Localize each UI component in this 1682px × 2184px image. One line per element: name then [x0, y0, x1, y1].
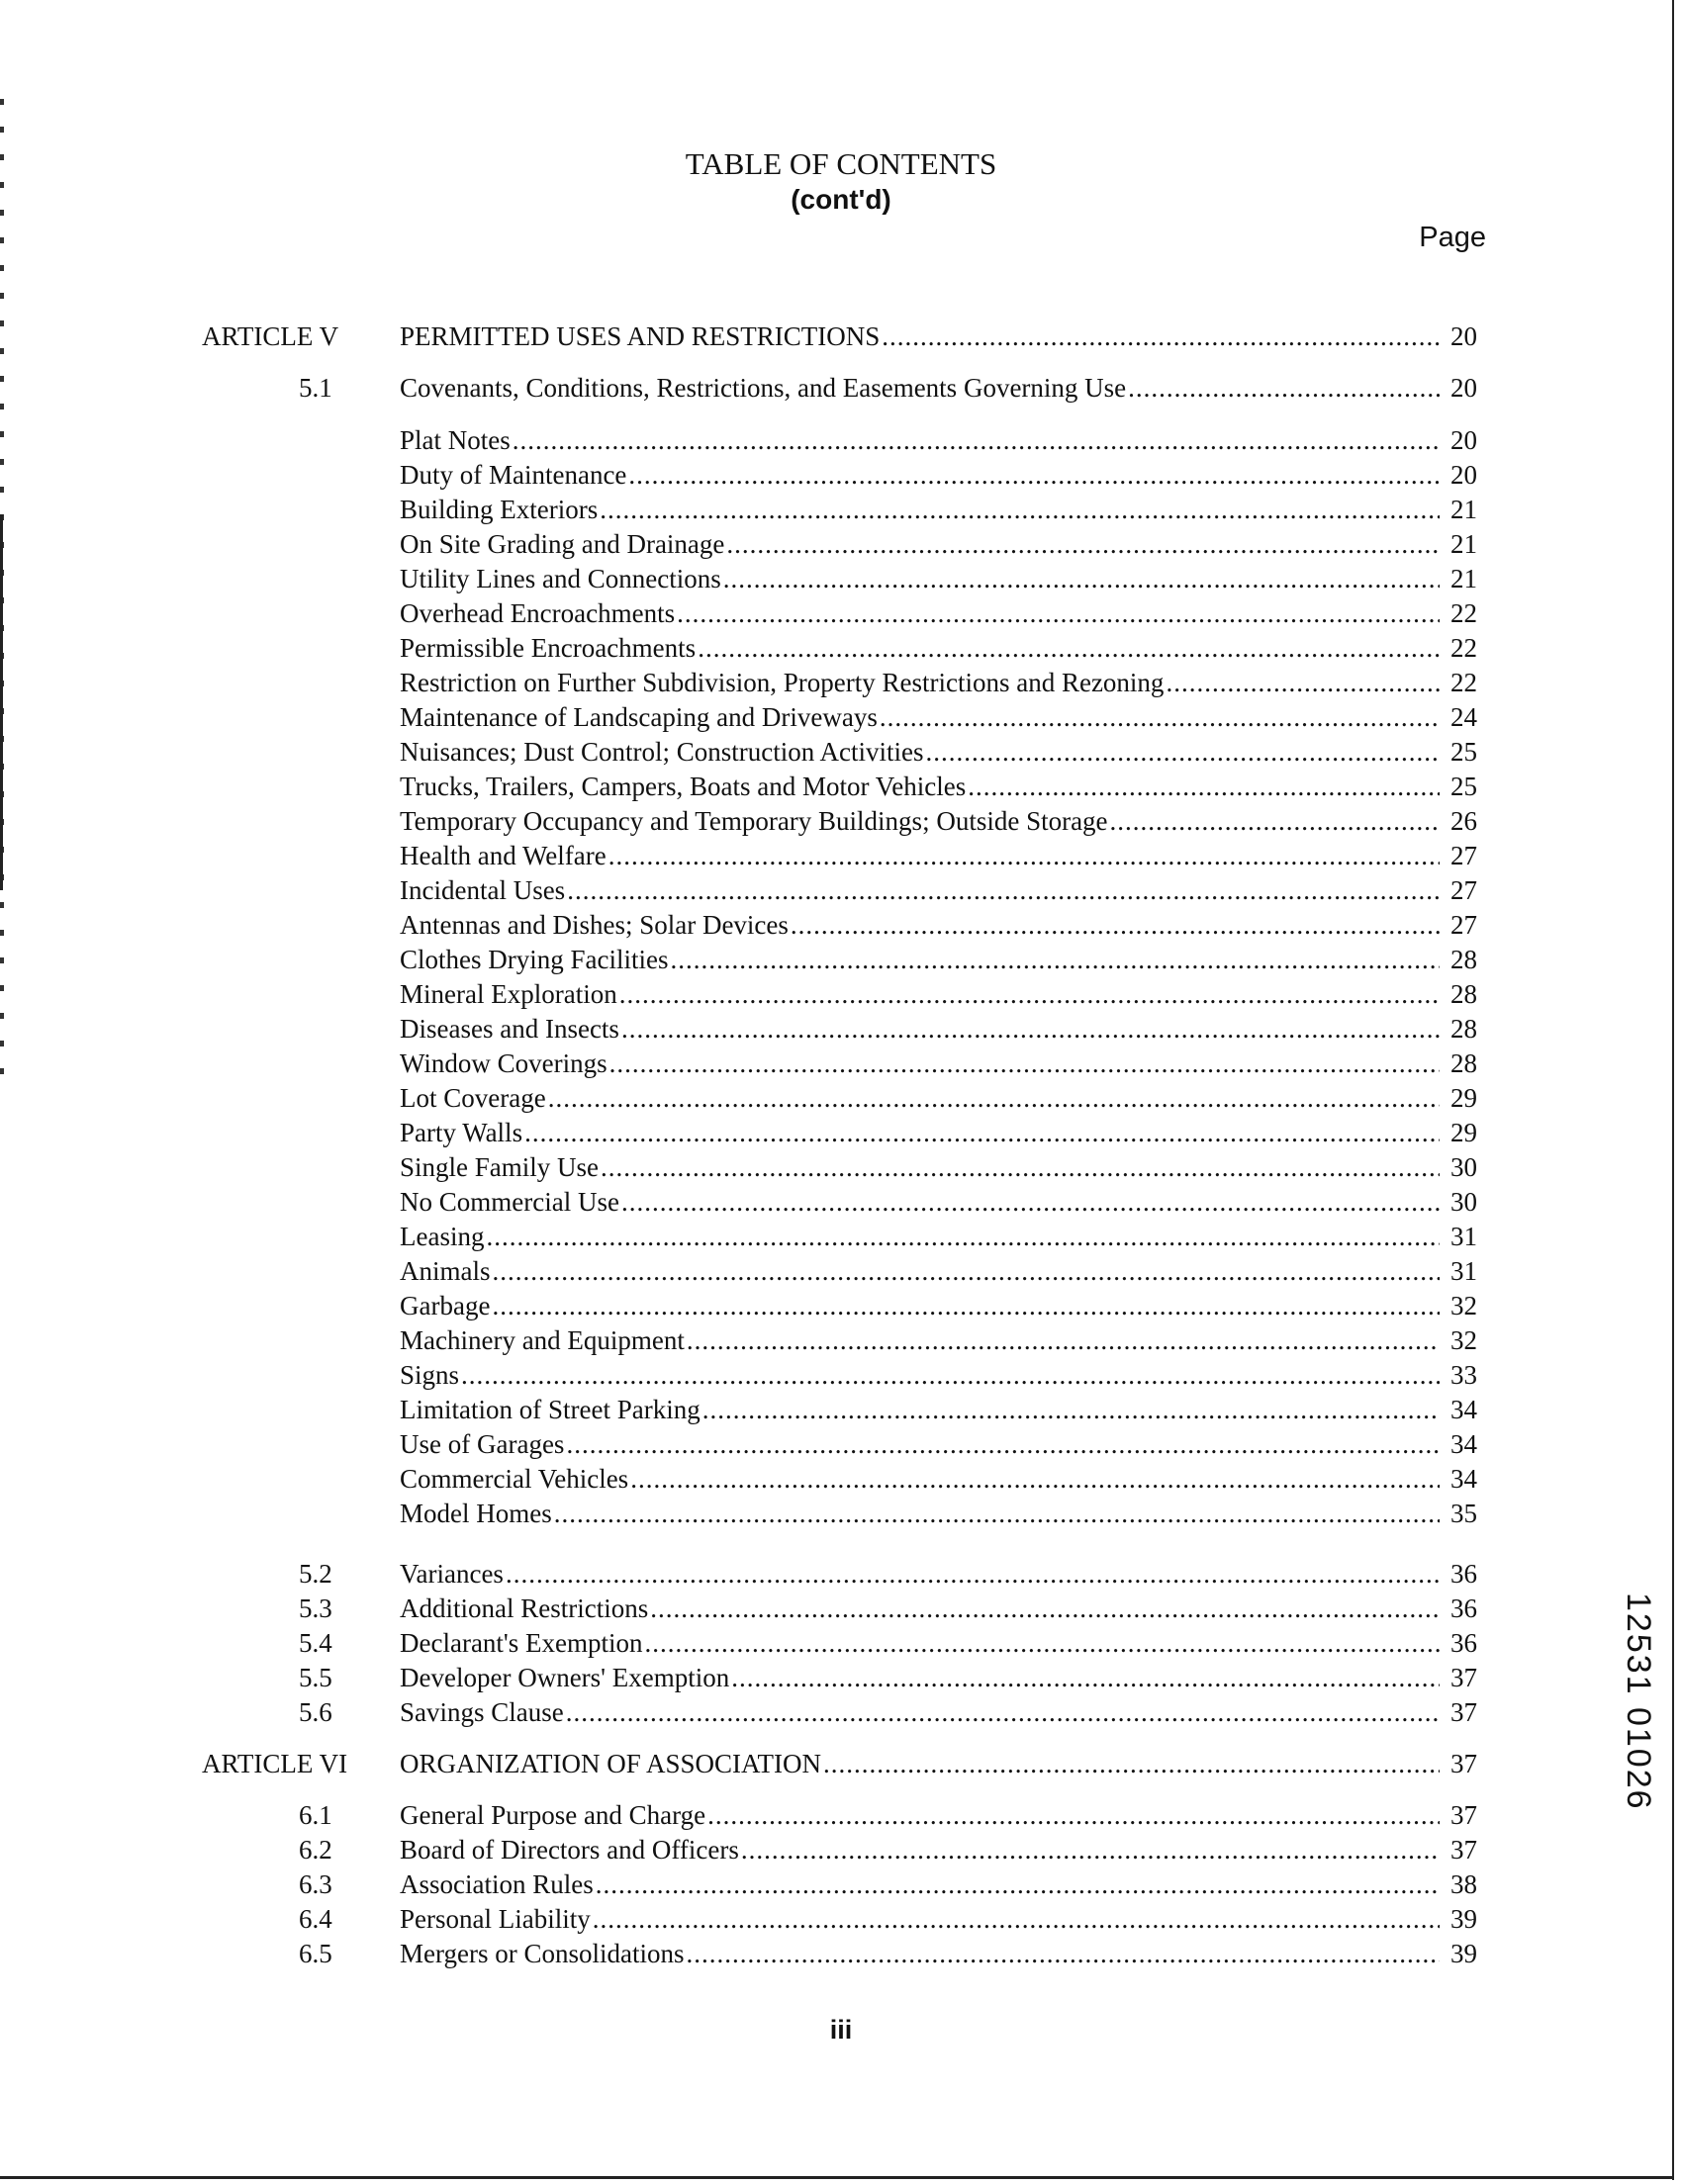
toc-label: Covenants, Conditions, Restrictions, and Easements Governing Use: [400, 373, 1127, 403]
toc-page-number: 39: [1450, 1904, 1477, 1934]
toc-page-number: 20: [1450, 373, 1477, 403]
dot-leader: [513, 422, 1440, 458]
toc-page-number: 36: [1450, 1559, 1477, 1589]
toc-entry: [400, 1591, 1477, 1626]
toc-row: [0, 769, 1682, 804]
dot-leader: [670, 942, 1440, 977]
toc-number: 5.5: [299, 1663, 332, 1692]
toc-page-number: 30: [1450, 1152, 1477, 1182]
toc-entry: [400, 1426, 1477, 1462]
toc-entry: [400, 1080, 1477, 1116]
toc-label: Signs: [400, 1360, 460, 1390]
toc-entry: [400, 769, 1477, 804]
toc-row: [0, 1901, 1682, 1937]
dot-leader: [608, 838, 1440, 873]
toc-number: 6.2: [299, 1835, 332, 1865]
toc-label: ORGANIZATION OF ASSOCIATION: [400, 1749, 822, 1778]
toc-row: [0, 665, 1682, 700]
toc-number: 6.3: [299, 1869, 332, 1899]
toc-label: Building Exteriors: [400, 495, 599, 524]
toc-row: [0, 1322, 1682, 1358]
toc-label: Personal Liability: [400, 1904, 591, 1934]
toc-page-number: 20: [1450, 321, 1477, 351]
toc-entry: [400, 1660, 1477, 1695]
toc-page-number: 22: [1450, 633, 1477, 663]
toc-label: Single Family Use: [400, 1152, 599, 1182]
toc-page-number: 32: [1450, 1291, 1477, 1320]
toc-row: [0, 422, 1682, 458]
toc-page-number: 21: [1450, 529, 1477, 559]
toc-label: Diseases and Insects: [400, 1014, 619, 1044]
toc-row: [0, 1746, 1682, 1781]
toc-row: [0, 1115, 1682, 1150]
toc-label: Machinery and Equipment: [400, 1325, 685, 1355]
toc-row: [0, 1556, 1682, 1592]
toc-row: [0, 838, 1682, 873]
dot-leader: [621, 1184, 1440, 1220]
toc-row: [0, 803, 1682, 839]
toc-number: 5.2: [299, 1559, 332, 1589]
toc-label: Commercial Vehicles: [400, 1464, 629, 1494]
toc-label: Temporary Occupancy and Temporary Buildings; Outside Storage: [400, 806, 1108, 836]
dot-leader: [925, 734, 1440, 770]
toc-label: Incidental Uses: [400, 875, 566, 905]
toc-entry: [400, 1694, 1477, 1730]
dot-leader: [880, 699, 1440, 735]
toc-entry: [400, 1901, 1477, 1937]
toc-row: [0, 1392, 1682, 1427]
toc-number: ARTICLE VI: [202, 1749, 348, 1778]
toc-entry: [400, 1832, 1477, 1867]
toc-row: [0, 492, 1682, 527]
document-stamp: [1619, 1592, 1658, 1860]
toc-row: [0, 699, 1682, 735]
toc-entry: [400, 976, 1477, 1012]
toc-entry: [400, 526, 1477, 562]
toc-page-number: 34: [1450, 1429, 1477, 1459]
toc-label: Mineral Exploration: [400, 979, 617, 1009]
toc-row: [0, 630, 1682, 666]
toc-row: [0, 942, 1682, 977]
toc-label: Animals: [400, 1256, 491, 1286]
toc-label: Plat Notes: [400, 425, 511, 455]
toc-row: [0, 734, 1682, 770]
dot-leader: [609, 1046, 1440, 1081]
toc-number: 5.3: [299, 1593, 332, 1623]
toc-page-number: 28: [1450, 979, 1477, 1009]
toc-row: [0, 1496, 1682, 1531]
toc-label: Mergers or Consolidations: [400, 1939, 685, 1968]
toc-page-number: 37: [1450, 1697, 1477, 1727]
toc-label: Health and Welfare: [400, 841, 607, 870]
page-column-header: Page: [1419, 222, 1486, 253]
dot-leader: [650, 1591, 1440, 1626]
toc-page-number: 37: [1450, 1800, 1477, 1830]
toc-entry: [400, 1219, 1477, 1254]
toc-label: Window Coverings: [400, 1048, 607, 1078]
dot-leader: [593, 1901, 1440, 1937]
toc-row: [0, 457, 1682, 493]
toc-page-number: 20: [1450, 460, 1477, 490]
toc-row: [0, 1357, 1682, 1393]
toc-label: Declarant's Exemption: [400, 1628, 643, 1658]
toc-page-number: 28: [1450, 945, 1477, 974]
toc-entry: [400, 595, 1477, 631]
dot-leader: [968, 769, 1440, 804]
toc-page-number: 31: [1450, 1222, 1477, 1251]
toc-label: Lot Coverage: [400, 1083, 546, 1113]
toc-label: Developer Owners' Exemption: [400, 1663, 730, 1692]
toc-label: Additional Restrictions: [400, 1593, 649, 1623]
toc-entry: [400, 1866, 1477, 1902]
toc-entry: [400, 1184, 1477, 1220]
dot-leader: [628, 457, 1440, 493]
toc-entry: [400, 1357, 1477, 1393]
toc-row: [0, 1011, 1682, 1046]
toc-row: [0, 1080, 1682, 1116]
toc-entry: [400, 1011, 1477, 1046]
toc-label: Utility Lines and Connections: [400, 564, 721, 593]
toc-entry: [400, 370, 1477, 406]
toc-entry: [400, 1046, 1477, 1081]
toc-entry: [400, 1115, 1477, 1150]
toc-entry: [400, 665, 1477, 700]
toc-page-number: 27: [1450, 875, 1477, 905]
toc-row: [0, 595, 1682, 631]
dot-leader: [566, 1426, 1440, 1462]
toc-entry: [400, 561, 1477, 596]
dot-leader: [601, 1149, 1440, 1185]
toc-entry: [400, 1496, 1477, 1531]
toc-label: Garbage: [400, 1291, 491, 1320]
toc-row: [0, 1288, 1682, 1323]
toc-row: [0, 907, 1682, 943]
dot-leader: [698, 630, 1440, 666]
dot-leader: [731, 1660, 1440, 1695]
dot-leader: [548, 1080, 1440, 1116]
toc-row: [0, 1253, 1682, 1289]
toc-page-number: 36: [1450, 1628, 1477, 1658]
toc-row: [0, 318, 1682, 354]
toc-entry: [400, 699, 1477, 735]
toc-page-number: 20: [1450, 425, 1477, 455]
toc-page-number: 26: [1450, 806, 1477, 836]
dot-leader: [726, 526, 1440, 562]
dot-leader: [791, 907, 1440, 943]
toc-entry: [400, 1625, 1477, 1661]
toc-label: Use of Garages: [400, 1429, 565, 1459]
toc-page-number: 22: [1450, 668, 1477, 697]
toc-page-number: 29: [1450, 1083, 1477, 1113]
toc-label: Overhead Encroachments: [400, 598, 676, 628]
toc-label: PERMITTED USES AND RESTRICTIONS: [400, 321, 881, 351]
toc-page-number: 34: [1450, 1395, 1477, 1424]
dot-leader: [506, 1556, 1440, 1592]
toc-row: [0, 1625, 1682, 1661]
toc-page-number: 27: [1450, 910, 1477, 940]
dot-leader: [492, 1288, 1440, 1323]
toc-label: Restriction on Further Subdivision, Property Restrictions and Rezoning: [400, 668, 1165, 697]
toc-row: [0, 1184, 1682, 1220]
toc-page-number: 25: [1450, 772, 1477, 801]
toc-label: Variances: [400, 1559, 504, 1589]
toc-page-number: 24: [1450, 702, 1477, 732]
dot-leader: [600, 492, 1440, 527]
toc-label: Party Walls: [400, 1118, 523, 1147]
toc-number: ARTICLE V: [202, 321, 339, 351]
toc-page-number: 28: [1450, 1048, 1477, 1078]
page-subtitle: (cont'd): [791, 184, 891, 215]
toc-row: [0, 1461, 1682, 1497]
toc-label: Maintenance of Landscaping and Driveways: [400, 702, 878, 732]
dot-leader: [567, 872, 1440, 908]
dot-leader: [702, 1392, 1440, 1427]
toc-label: No Commercial Use: [400, 1187, 619, 1217]
toc-row: [0, 976, 1682, 1012]
toc-page-number: 31: [1450, 1256, 1477, 1286]
toc-page-number: 38: [1450, 1869, 1477, 1899]
toc-row: [0, 1866, 1682, 1902]
toc-page-number: 39: [1450, 1939, 1477, 1968]
toc-page-number: 32: [1450, 1325, 1477, 1355]
toc-entry: [400, 1797, 1477, 1833]
toc-row: [0, 1797, 1682, 1833]
dot-leader: [723, 561, 1440, 596]
dot-leader: [630, 1461, 1440, 1497]
toc-label: Savings Clause: [400, 1697, 564, 1727]
dot-leader: [524, 1115, 1440, 1150]
toc-entry: [400, 907, 1477, 943]
toc-page-number: 35: [1450, 1499, 1477, 1528]
toc-number: 5.6: [299, 1697, 332, 1727]
dot-leader: [645, 1625, 1440, 1661]
toc-entry: [400, 1288, 1477, 1323]
dot-leader: [493, 1253, 1441, 1289]
dot-leader: [621, 1011, 1440, 1046]
toc-page-number: 36: [1450, 1593, 1477, 1623]
toc-row: [0, 1591, 1682, 1626]
page-border-bottom: [0, 2176, 1674, 2179]
toc-entry: [400, 1253, 1477, 1289]
toc-label: Antennas and Dishes; Solar Devices: [400, 910, 789, 940]
toc-entry: [400, 1461, 1477, 1497]
toc-page-number: 22: [1450, 598, 1477, 628]
toc-label: Clothes Drying Facilities: [400, 945, 669, 974]
toc-label: Board of Directors and Officers: [400, 1835, 739, 1865]
toc-label: Association Rules: [400, 1869, 594, 1899]
toc-page-number: 30: [1450, 1187, 1477, 1217]
toc-label: Limitation of Street Parking: [400, 1395, 701, 1424]
toc-label: Trucks, Trailers, Campers, Boats and Motor Vehicles: [400, 772, 967, 801]
toc-label: Nuisances; Dust Control; Construction Activities: [400, 737, 924, 767]
dot-leader: [677, 595, 1440, 631]
toc-label: Leasing: [400, 1222, 485, 1251]
toc-entry: [400, 318, 1477, 354]
toc-row: [0, 1936, 1682, 1971]
toc-page-number: 25: [1450, 737, 1477, 767]
toc-row: [0, 872, 1682, 908]
toc-number: 6.5: [299, 1939, 332, 1968]
toc-label: General Purpose and Charge: [400, 1800, 706, 1830]
toc-label: Duty of Maintenance: [400, 460, 627, 490]
toc-row: [0, 1046, 1682, 1081]
toc-entry: [400, 942, 1477, 977]
toc-entry: [400, 1149, 1477, 1185]
toc-label: On Site Grading and Drainage: [400, 529, 725, 559]
toc-page-number: 34: [1450, 1464, 1477, 1494]
toc-number: 6.1: [299, 1800, 332, 1830]
dot-leader: [1128, 370, 1440, 406]
toc-row: [0, 1426, 1682, 1462]
dot-leader: [461, 1357, 1440, 1393]
toc-entry: [400, 1556, 1477, 1592]
dot-leader: [554, 1496, 1440, 1531]
toc-row: [0, 1660, 1682, 1695]
dot-leader: [1110, 803, 1440, 839]
page-title: TABLE OF CONTENTS: [685, 146, 997, 181]
toc-page-number: 27: [1450, 841, 1477, 870]
toc-entry: [400, 422, 1477, 458]
toc-page-number: 28: [1450, 1014, 1477, 1044]
toc-entry: [400, 872, 1477, 908]
toc-row: [0, 561, 1682, 596]
dot-leader: [823, 1746, 1440, 1781]
toc-label: Permissible Encroachments: [400, 633, 697, 663]
toc-row: [0, 1832, 1682, 1867]
toc-entry: [400, 630, 1477, 666]
dot-leader: [596, 1866, 1440, 1902]
toc-page-number: 37: [1450, 1749, 1477, 1778]
toc-entry: [400, 457, 1477, 493]
dot-leader: [882, 318, 1440, 354]
toc-entry: [400, 492, 1477, 527]
toc-entry: [400, 1936, 1477, 1971]
dot-leader: [687, 1322, 1440, 1358]
toc-page-number: 21: [1450, 495, 1477, 524]
toc-label: Model Homes: [400, 1499, 552, 1528]
toc-entry: [400, 1322, 1477, 1358]
page-number: iii: [829, 2015, 853, 2045]
toc-number: 6.4: [299, 1904, 332, 1934]
toc-row: [0, 526, 1682, 562]
dot-leader: [566, 1694, 1440, 1730]
dot-leader: [486, 1219, 1440, 1254]
toc-row: [0, 1219, 1682, 1254]
toc-entry: [400, 1392, 1477, 1427]
dot-leader: [686, 1936, 1440, 1971]
dot-leader: [707, 1797, 1440, 1833]
toc-entry: [400, 1746, 1477, 1781]
toc-page-number: 37: [1450, 1835, 1477, 1865]
toc-page-number: 21: [1450, 564, 1477, 593]
toc-page-number: 33: [1450, 1360, 1477, 1390]
toc-entry: [400, 803, 1477, 839]
dot-leader: [1166, 665, 1440, 700]
toc-page-number: 37: [1450, 1663, 1477, 1692]
toc-entry: [400, 734, 1477, 770]
toc-page-number: 29: [1450, 1118, 1477, 1147]
toc-entry: [400, 838, 1477, 873]
document-stamp-text: 12531 01026: [1620, 1592, 1657, 1811]
toc-row: [0, 370, 1682, 406]
toc-row: [0, 1149, 1682, 1185]
toc-row: [0, 1694, 1682, 1730]
dot-leader: [619, 976, 1440, 1012]
toc-number: 5.1: [299, 373, 332, 403]
dot-leader: [741, 1832, 1440, 1867]
toc-number: 5.4: [299, 1628, 332, 1658]
